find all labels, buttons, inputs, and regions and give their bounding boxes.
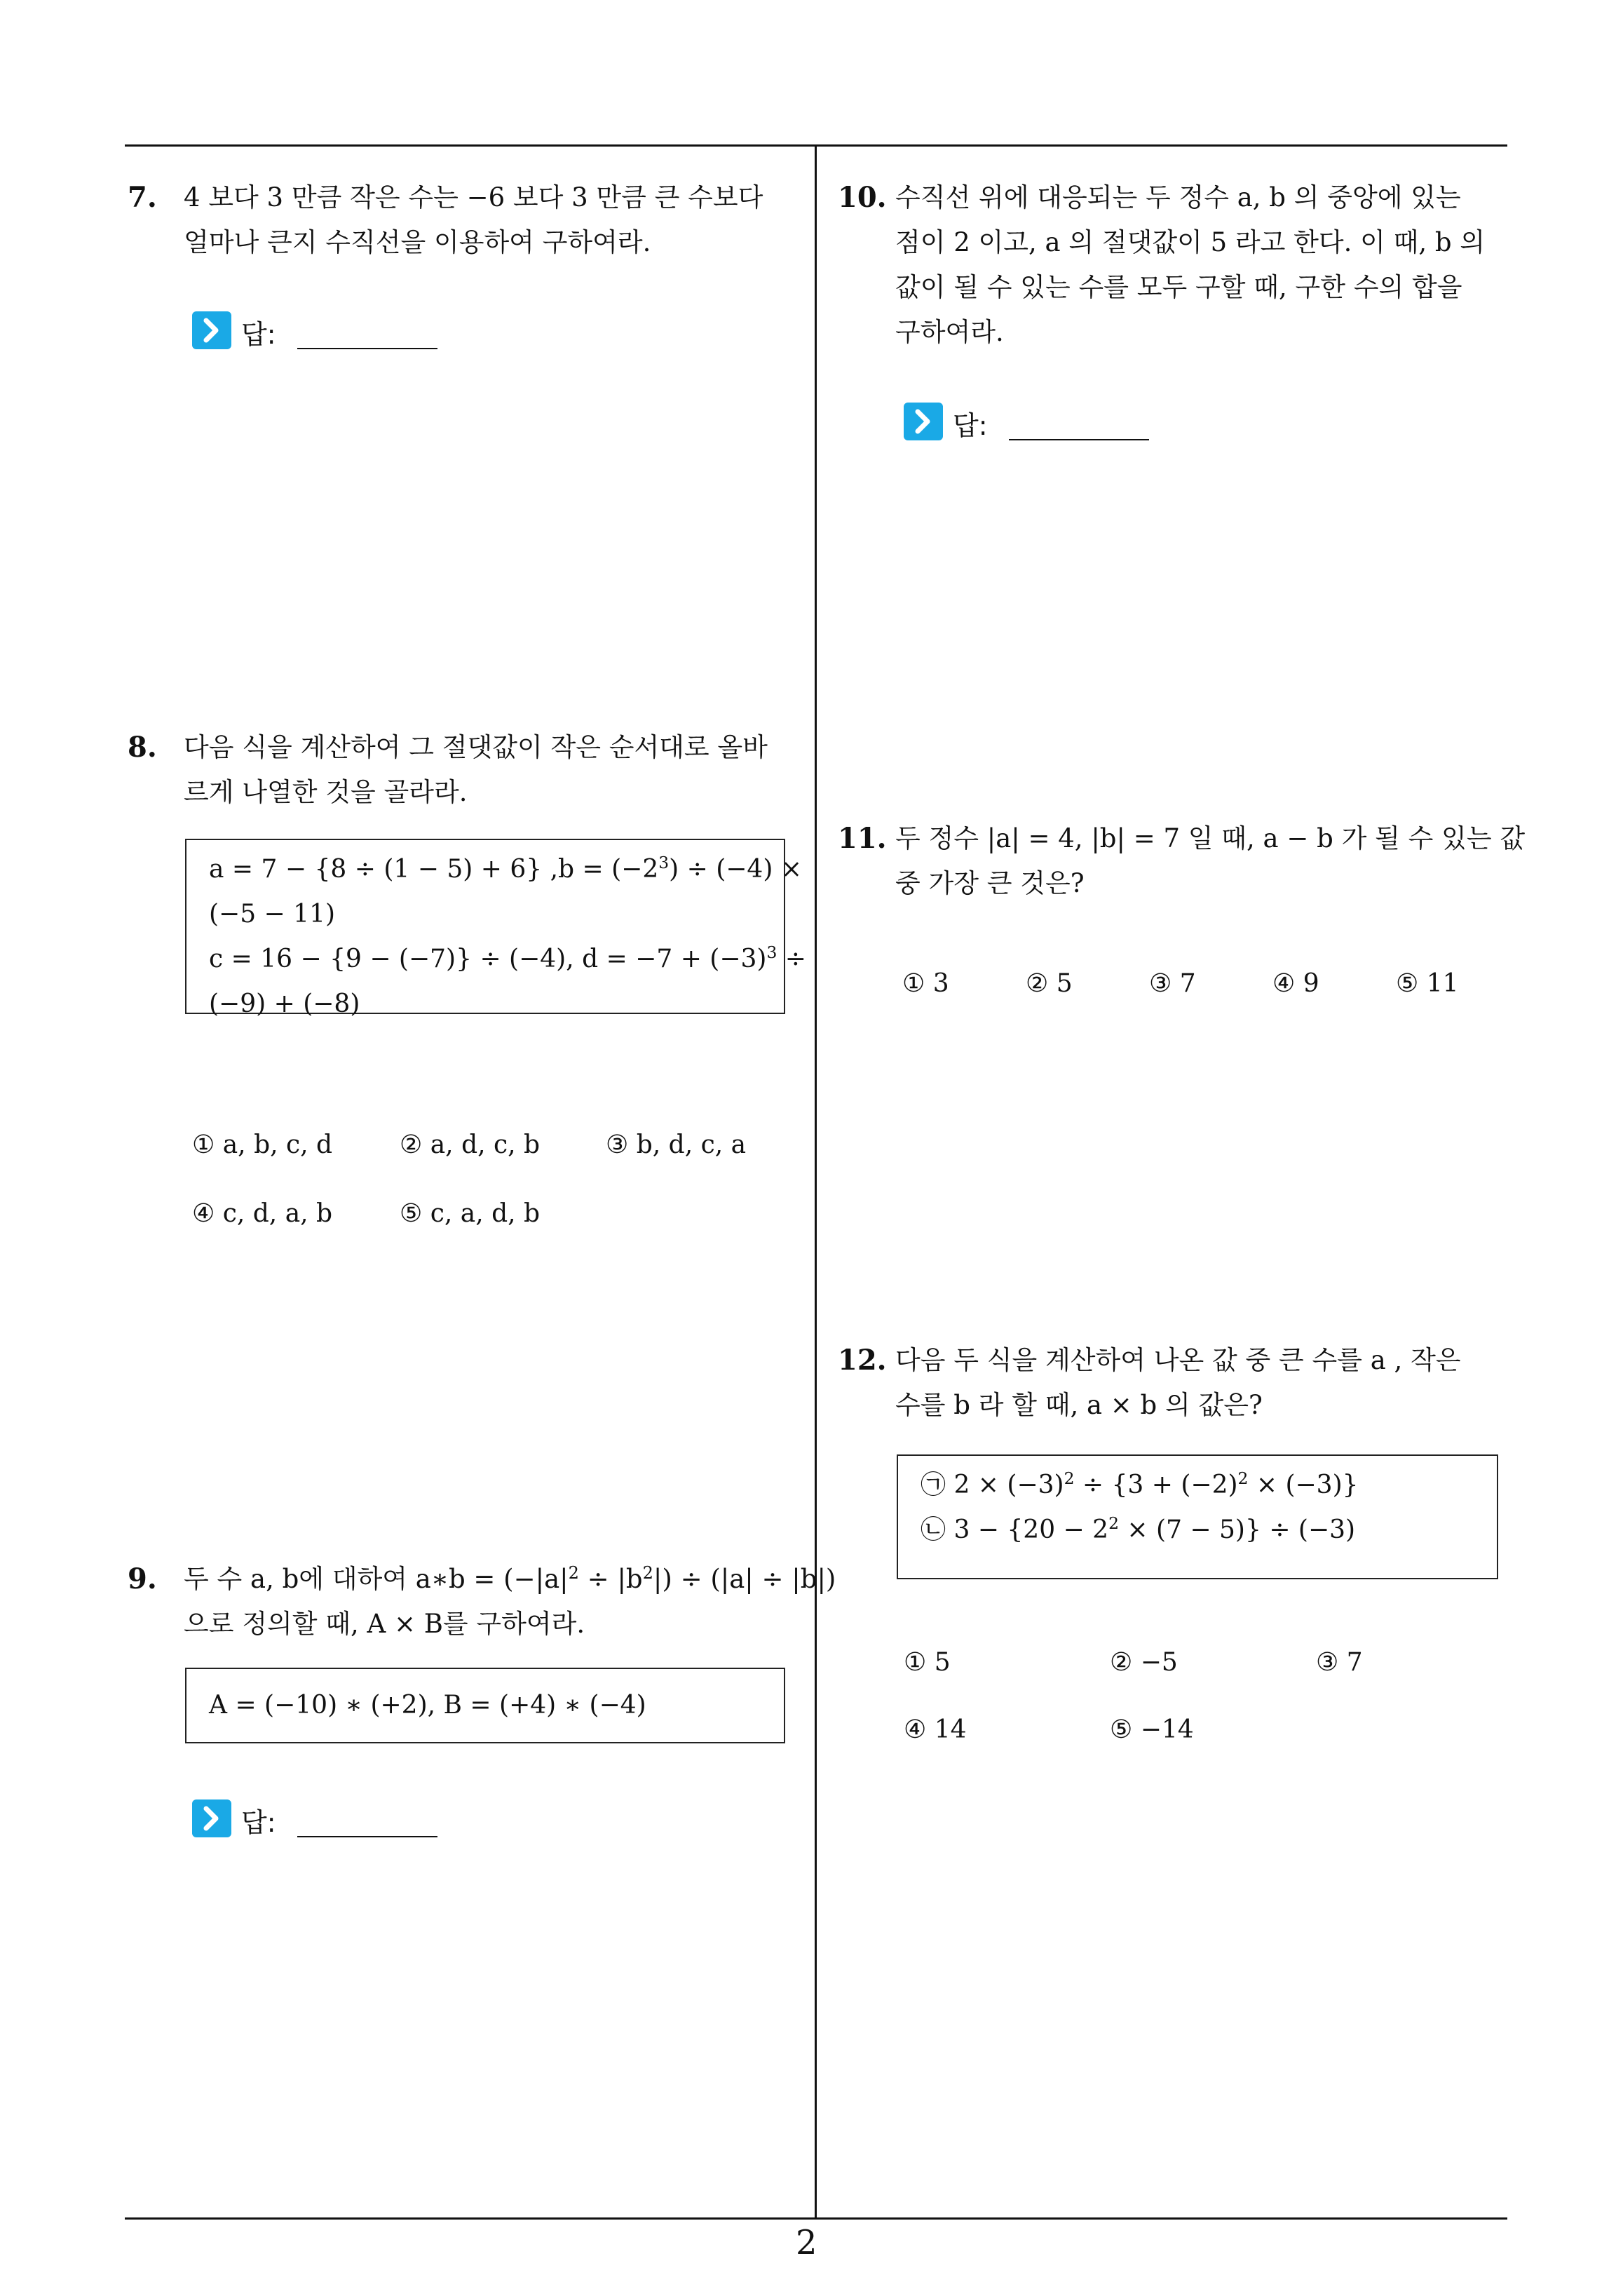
problem-11 bbox=[838, 822, 1526, 1004]
chevron-right-icon bbox=[192, 311, 231, 349]
choice-1[interactable]: ① 5 bbox=[904, 1648, 951, 1677]
problem-text bbox=[184, 725, 768, 815]
text-line: 두 정수 |a| = 4, |b| = 7 일 때, a − b 가 될 수 있는 값 bbox=[895, 823, 1526, 853]
problem-text bbox=[895, 816, 1525, 906]
column-divider bbox=[815, 144, 817, 2219]
problem-12 bbox=[838, 1344, 1511, 1764]
choice-2[interactable]: ② −5 bbox=[1110, 1648, 1178, 1677]
expression-line: c = 16 − {9 − (−7)} ÷ (−4), $d = -7 + (-3)^3$ ÷ bbox=[209, 943, 806, 973]
choice-3[interactable]: ③ b, d, c, a bbox=[606, 1130, 747, 1159]
answer-blank[interactable] bbox=[297, 348, 437, 349]
problem-7 bbox=[128, 181, 801, 391]
choice-1[interactable]: ① a, b, c, d bbox=[192, 1130, 333, 1159]
problem-text bbox=[184, 175, 763, 265]
answer-label: 답: bbox=[953, 410, 988, 441]
expression-line: (−9) + (−8) bbox=[209, 990, 360, 1018]
problem-number: 9. bbox=[128, 1562, 157, 1595]
expression-line: (−5 − 11) bbox=[209, 900, 336, 928]
choice-4[interactable]: ④ 14 bbox=[904, 1715, 967, 1744]
text-line: 으로 정의할 때, A × B를 구하여라. bbox=[184, 1609, 585, 1639]
text-line: 두 수 a, b에 대하여 a∗b = $(-|a|^2 \div |b^2|) \div (|a| \div |b|)$ bbox=[184, 1562, 836, 1594]
answer-field[interactable] bbox=[192, 311, 451, 353]
problem-8 bbox=[128, 731, 806, 1250]
problem-text bbox=[184, 1557, 836, 1647]
chevron-right-icon bbox=[904, 403, 943, 440]
choice-5[interactable]: ⑤ −14 bbox=[1110, 1715, 1194, 1744]
text-line: 점이 2 이고, a 의 절댓값이 5 라고 한다. 이 때, b 의 bbox=[895, 227, 1486, 257]
page-number: 2 bbox=[796, 2223, 817, 2262]
choice-5[interactable]: ⑤ 11 bbox=[1396, 969, 1459, 998]
expression-line: a = 7 − {8 ÷ (1 − 5) + 6} $,b = (-2^3) \div (-4)$ × bbox=[209, 853, 802, 884]
choice-4[interactable]: ④ c, d, a, b bbox=[192, 1199, 333, 1228]
problem-number: 10. bbox=[838, 181, 887, 214]
problem-10 bbox=[838, 181, 1511, 475]
answer-field[interactable] bbox=[192, 1799, 451, 1842]
text-line: 다음 두 식을 계산하여 나온 값 중 큰 수를 a , 작은 bbox=[895, 1345, 1461, 1375]
problem-number: 12. bbox=[838, 1344, 887, 1377]
choice-2[interactable]: ② a, d, c, b bbox=[400, 1130, 541, 1159]
answer-field[interactable] bbox=[904, 403, 1163, 445]
expression-line: ㉡ $3 - \{20 - 2^2 \times (7 - 5)\} \div (-3)$ bbox=[921, 1513, 1356, 1544]
bottom-rule bbox=[125, 2217, 1507, 2220]
problem-text bbox=[895, 175, 1485, 355]
choice-2[interactable]: ② 5 bbox=[1026, 969, 1073, 998]
problem-9 bbox=[128, 1562, 836, 1871]
chevron-right-icon bbox=[192, 1799, 231, 1837]
text-line: 4 보다 3 만큼 작은 수는 −6 보다 3 만큼 큰 수보다 bbox=[184, 182, 763, 212]
choice-3[interactable]: ③ 7 bbox=[1149, 969, 1196, 998]
problem-text bbox=[895, 1338, 1461, 1428]
text-line: 수를 b 라 할 때, a × b 의 값은? bbox=[895, 1390, 1263, 1420]
expression-box bbox=[185, 839, 806, 1018]
problem-number: 11. bbox=[838, 822, 887, 855]
choice-1[interactable]: ① 3 bbox=[902, 969, 949, 998]
expression-line: ㉠ $2 \times (-3)^2 \div \{3 + (-2)^2 \times (-3)\}$ bbox=[921, 1468, 1359, 1499]
answer-blank[interactable] bbox=[297, 1836, 437, 1837]
expression-box: A = (−10) ∗ (+2), B = (+4) ∗ (−4) bbox=[185, 1668, 785, 1743]
problem-number: 7. bbox=[128, 181, 157, 214]
answer-label: 답: bbox=[241, 319, 276, 350]
expression-box bbox=[897, 1454, 1498, 1579]
text-line: 구하여라. bbox=[895, 317, 1004, 347]
problem-number: 8. bbox=[128, 731, 157, 764]
text-line: 얼마나 큰지 수직선을 이용하여 구하여라. bbox=[184, 227, 651, 257]
choice-5[interactable]: ⑤ c, a, d, b bbox=[400, 1199, 541, 1228]
choice-4[interactable]: ④ 9 bbox=[1272, 969, 1319, 998]
text-line: 르게 나열한 것을 골라라. bbox=[184, 777, 468, 807]
choice-3[interactable]: ③ 7 bbox=[1316, 1648, 1363, 1677]
text-line: 값이 될 수 있는 수를 모두 구할 때, 구한 수의 합을 bbox=[895, 272, 1462, 302]
text-line: 중 가장 큰 것은? bbox=[895, 868, 1085, 898]
answer-label: 답: bbox=[241, 1807, 276, 1838]
text-line: 수직선 위에 대응되는 두 정수 a, b 의 중앙에 있는 bbox=[895, 182, 1461, 212]
text-line: 다음 식을 계산하여 그 절댓값이 작은 순서대로 올바 bbox=[184, 732, 768, 762]
answer-blank[interactable] bbox=[1009, 439, 1149, 440]
